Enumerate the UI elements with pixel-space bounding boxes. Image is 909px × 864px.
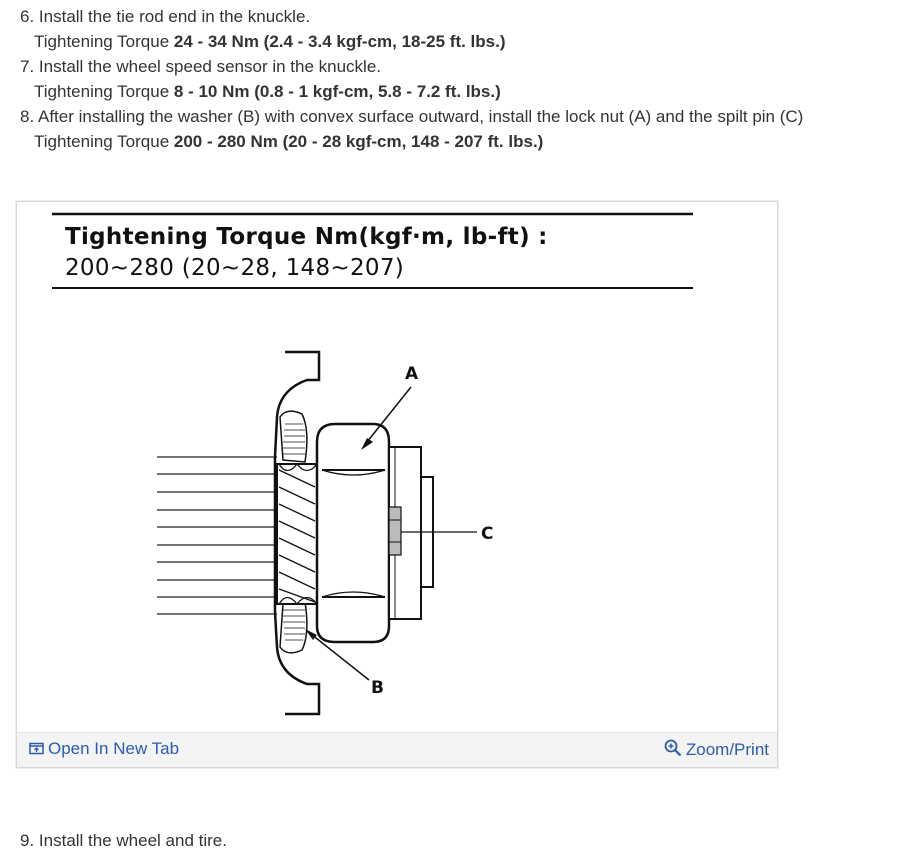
- torque-value: 200 - 280 Nm (20 - 28 kgf-cm, 148 - 207 ft. lbs.): [173, 132, 544, 151]
- figure-title-line1: Tightening Torque Nm(kgf·m, lb-ft) :: [65, 224, 548, 250]
- torque-prefix: Tightening Torque: [34, 82, 174, 101]
- steps-list-bottom: [20, 828, 227, 853]
- step-text: Install the wheel speed sensor in the knuckle.: [38, 57, 382, 76]
- torque-value: 8 - 10 Nm (0.8 - 1 kgf-cm, 5.8 - 7.2 ft. lbs.): [173, 82, 501, 101]
- open-in-new-tab-label: Open In New Tab: [48, 739, 180, 758]
- step-8-torque: [20, 129, 899, 154]
- torque-value: 24 - 34 Nm (2.4 - 3.4 kgf-cm, 18-25 ft. lbs.): [173, 32, 506, 51]
- torque-prefix: Tightening Torque: [34, 32, 174, 51]
- lock-nut-diagram: [17, 202, 777, 732]
- callout-b-label: B: [371, 678, 384, 698]
- step-number: 8.: [20, 107, 35, 126]
- step-7: [20, 54, 899, 79]
- step-7-torque: [20, 79, 899, 104]
- figure-title-line2: 200~280 (20~28, 148~207): [65, 255, 405, 281]
- open-new-tab-icon: [29, 740, 44, 760]
- step-text: Install the tie rod end in the knuckle.: [38, 7, 311, 26]
- step-8: [20, 104, 899, 129]
- figure-footer: [17, 732, 777, 767]
- step-9: [20, 828, 227, 853]
- torque-prefix: Tightening Torque: [34, 132, 174, 151]
- step-6-torque: [20, 29, 899, 54]
- step-6: [20, 4, 899, 29]
- steps-list-top: [20, 4, 899, 154]
- zoom-in-icon: [664, 739, 682, 762]
- callout-c-label: C: [481, 524, 494, 544]
- zoom-print-label: Zoom/Print: [685, 739, 769, 759]
- zoom-print-link[interactable]: [664, 739, 769, 762]
- open-in-new-tab-link[interactable]: [29, 739, 179, 760]
- step-number: 9.: [20, 831, 35, 850]
- step-text: After installing the washer (B) with convex surface outward, install the lock nut (A) and the spilt pin (C): [37, 107, 804, 126]
- figure-container: [16, 201, 778, 768]
- callout-a-label: A: [405, 364, 419, 384]
- step-text: Install the wheel and tire.: [38, 831, 227, 850]
- step-number: 6.: [20, 7, 35, 26]
- step-number: 7.: [20, 57, 35, 76]
